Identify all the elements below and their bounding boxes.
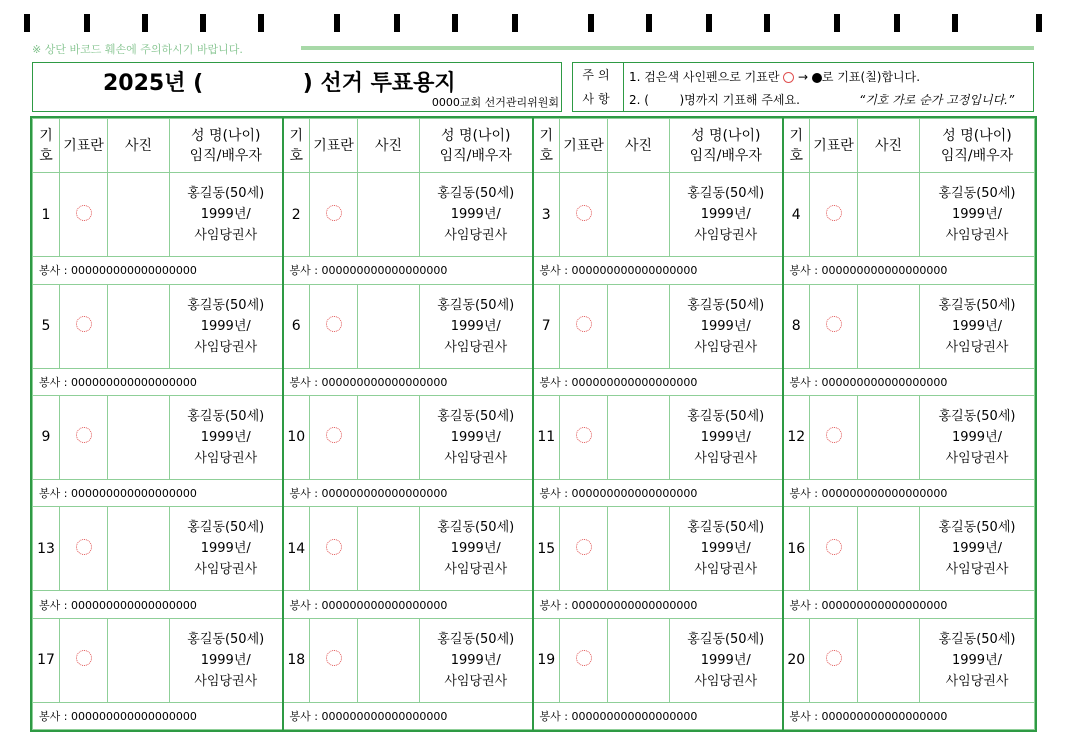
candidate-year: 1999년/	[951, 207, 1003, 223]
vote-mark-cell[interactable]	[60, 395, 108, 479]
candidate-name: 홍길동(50세)	[437, 186, 515, 202]
candidate-info	[920, 284, 1035, 368]
vote-circle-icon[interactable]	[76, 316, 92, 332]
vote-mark-cell[interactable]	[810, 618, 858, 702]
candidate-photo	[608, 507, 670, 591]
candidate-number: 19	[533, 618, 560, 702]
vote-mark-cell[interactable]	[560, 618, 608, 702]
candidate-photo	[858, 173, 920, 257]
candidate-name: 홍길동(50세)	[938, 408, 1016, 424]
candidate-info	[170, 284, 283, 368]
candidate-number: 6	[283, 284, 310, 368]
candidate-photo	[108, 173, 170, 257]
candidate-photo	[358, 395, 420, 479]
candidate-info	[670, 507, 783, 591]
header-mark: 기표란	[60, 119, 108, 173]
candidate-photo	[608, 618, 670, 702]
notice-line-3: “기호 가로 순가 고정입니다.”	[859, 93, 1015, 107]
vote-mark-cell[interactable]	[60, 618, 108, 702]
vote-circle-icon[interactable]	[826, 650, 842, 666]
service-row	[33, 702, 1035, 729]
service-row	[33, 480, 1035, 507]
empty-circle-icon	[783, 72, 794, 83]
header-number	[283, 119, 310, 173]
candidate-row	[33, 395, 1035, 479]
header-mark: 기표란	[310, 119, 358, 173]
header-number	[783, 119, 810, 173]
candidate-name: 홍길동(50세)	[187, 631, 265, 647]
candidate-service: 봉사 : 000000000000000000	[533, 702, 783, 729]
header-photo: 사진	[108, 119, 170, 173]
candidate-photo	[858, 507, 920, 591]
candidate-role: 사임당권사	[194, 673, 258, 689]
header-name-line1: 성 명(나이)	[191, 127, 261, 144]
vote-circle-icon[interactable]	[576, 539, 592, 555]
candidate-name: 홍길동(50세)	[938, 186, 1016, 202]
vote-circle-icon[interactable]	[576, 316, 592, 332]
candidate-photo	[608, 284, 670, 368]
vote-mark-cell[interactable]	[810, 395, 858, 479]
header-name-line1: 성 명(나이)	[691, 127, 761, 144]
candidate-number: 20	[783, 618, 810, 702]
vote-mark-cell[interactable]	[560, 507, 608, 591]
candidate-photo	[858, 395, 920, 479]
candidate-year: 1999년/	[951, 541, 1003, 557]
header-name	[670, 119, 783, 173]
candidate-role: 사임당권사	[945, 562, 1009, 578]
vote-circle-icon[interactable]	[826, 427, 842, 443]
vote-circle-icon[interactable]	[326, 316, 342, 332]
header-number	[33, 119, 60, 173]
header-name-line2: 임직/배우자	[439, 147, 512, 164]
candidate-role: 사임당권사	[194, 450, 258, 466]
header-name	[170, 119, 283, 173]
candidate-name: 홍길동(50세)	[437, 408, 515, 424]
candidate-service: 봉사 : 000000000000000000	[33, 702, 283, 729]
vote-circle-icon[interactable]	[76, 650, 92, 666]
candidate-name: 홍길동(50세)	[938, 297, 1016, 313]
vote-circle-icon[interactable]	[326, 650, 342, 666]
candidate-role: 사임당권사	[694, 339, 758, 355]
candidate-service: 봉사 : 000000000000000000	[283, 591, 533, 618]
candidate-service: 봉사 : 000000000000000000	[533, 368, 783, 395]
candidate-info	[170, 618, 283, 702]
candidate-info	[170, 395, 283, 479]
candidate-role: 사임당권사	[945, 228, 1009, 244]
candidate-role: 사임당권사	[194, 562, 258, 578]
vote-mark-cell[interactable]	[60, 173, 108, 257]
candidate-row	[33, 618, 1035, 702]
candidate-number: 4	[783, 173, 810, 257]
candidate-service: 봉사 : 000000000000000000	[283, 702, 533, 729]
notice-line-2: 2. ( )명까지 기표해 주세요.	[629, 93, 800, 107]
candidate-name: 홍길동(50세)	[187, 520, 265, 536]
candidate-photo	[108, 284, 170, 368]
candidate-photo	[358, 284, 420, 368]
candidate-service: 봉사 : 000000000000000000	[783, 257, 1035, 284]
ballot-table	[32, 118, 1035, 730]
candidate-name: 홍길동(50세)	[437, 520, 515, 536]
vote-mark-cell[interactable]	[310, 395, 358, 479]
vote-circle-icon[interactable]	[76, 427, 92, 443]
candidate-number: 7	[533, 284, 560, 368]
vote-mark-cell[interactable]	[810, 507, 858, 591]
organizer-name: 0000교회 선거관리위원회	[431, 96, 559, 109]
candidate-name: 홍길동(50세)	[687, 186, 765, 202]
candidate-number: 14	[283, 507, 310, 591]
header-number-text: 기호	[289, 127, 304, 164]
candidate-year: 1999년/	[450, 652, 501, 668]
candidate-info	[920, 173, 1035, 257]
candidate-name: 홍길동(50세)	[938, 631, 1016, 647]
header-name-line2: 임직/배우자	[189, 147, 262, 164]
header-row	[33, 119, 1035, 173]
candidate-role: 사임당권사	[694, 562, 758, 578]
candidate-year: 1999년/	[700, 207, 751, 223]
candidate-number: 8	[783, 284, 810, 368]
candidate-year: 1999년/	[700, 318, 751, 334]
header-mark: 기표란	[560, 119, 608, 173]
candidate-name: 홍길동(50세)	[187, 297, 265, 313]
notice-label-1: 주의	[582, 68, 614, 82]
vote-mark-cell[interactable]	[310, 618, 358, 702]
header-name-line1: 성 명(나이)	[942, 127, 1012, 144]
candidate-info	[920, 395, 1035, 479]
candidate-service: 봉사 : 000000000000000000	[33, 480, 283, 507]
vote-circle-icon[interactable]	[326, 205, 342, 221]
candidate-service: 봉사 : 000000000000000000	[783, 480, 1035, 507]
ballot-title: 2025년 ( ) 선거 투표용지	[103, 71, 456, 96]
candidate-number: 9	[33, 395, 60, 479]
vote-mark-cell[interactable]	[60, 507, 108, 591]
candidate-info	[420, 618, 533, 702]
vote-circle-icon[interactable]	[76, 539, 92, 555]
candidate-role: 사임당권사	[194, 339, 258, 355]
candidate-year: 1999년/	[450, 429, 501, 445]
candidate-name: 홍길동(50세)	[437, 631, 515, 647]
candidate-year: 1999년/	[951, 429, 1003, 445]
candidate-service: 봉사 : 000000000000000000	[533, 591, 783, 618]
header-number-text: 기호	[789, 127, 804, 164]
header-photo: 사진	[858, 119, 920, 173]
candidate-year: 1999년/	[700, 541, 751, 557]
candidate-info	[920, 507, 1035, 591]
vote-circle-icon[interactable]	[576, 205, 592, 221]
candidate-year: 1999년/	[700, 652, 751, 668]
candidate-role: 사임당권사	[444, 450, 508, 466]
candidate-service: 봉사 : 000000000000000000	[283, 480, 533, 507]
header-number	[533, 119, 560, 173]
candidate-name: 홍길동(50세)	[187, 186, 265, 202]
candidate-info	[420, 173, 533, 257]
candidate-photo	[608, 395, 670, 479]
notice-box	[572, 62, 1034, 112]
candidate-role: 사임당권사	[444, 562, 508, 578]
candidate-info	[920, 618, 1035, 702]
candidate-service: 봉사 : 000000000000000000	[33, 368, 283, 395]
header-name-line2: 임직/배우자	[689, 147, 762, 164]
candidate-year: 1999년/	[700, 429, 751, 445]
candidate-number: 15	[533, 507, 560, 591]
vote-mark-cell[interactable]	[560, 173, 608, 257]
candidate-name: 홍길동(50세)	[687, 631, 765, 647]
notice-line-1	[629, 68, 920, 85]
candidate-photo	[358, 618, 420, 702]
notice-line-1-start: 1. 검은색 사인펜으로 기표란	[629, 70, 784, 84]
vote-mark-cell[interactable]	[310, 173, 358, 257]
candidate-info	[670, 284, 783, 368]
header-name	[920, 119, 1035, 173]
notice-line-1-end: 로 기표(칠)합니다.	[821, 70, 921, 84]
barcode-marks	[24, 14, 1044, 34]
notice-heading	[573, 63, 624, 111]
header-number-text: 기호	[539, 127, 554, 164]
candidate-info	[170, 173, 283, 257]
vote-mark-cell[interactable]	[810, 284, 858, 368]
vote-mark-cell[interactable]	[560, 395, 608, 479]
candidate-service: 봉사 : 000000000000000000	[783, 368, 1035, 395]
candidate-info	[420, 395, 533, 479]
vote-mark-cell[interactable]	[310, 507, 358, 591]
vote-mark-cell[interactable]	[60, 284, 108, 368]
candidate-service: 봉사 : 000000000000000000	[283, 368, 533, 395]
candidate-service: 봉사 : 000000000000000000	[283, 257, 533, 284]
vote-circle-icon[interactable]	[576, 427, 592, 443]
candidate-role: 사임당권사	[945, 450, 1009, 466]
candidate-photo	[858, 284, 920, 368]
candidate-photo	[108, 395, 170, 479]
candidate-name: 홍길동(50세)	[187, 408, 265, 424]
candidate-photo	[108, 618, 170, 702]
candidate-year: 1999년/	[200, 429, 251, 445]
candidate-year: 1999년/	[951, 652, 1003, 668]
service-row	[33, 368, 1035, 395]
header-name-line1: 성 명(나이)	[441, 127, 511, 144]
candidate-year: 1999년/	[450, 541, 501, 557]
header-number-text: 기호	[39, 127, 53, 164]
candidate-photo	[858, 618, 920, 702]
vote-circle-icon[interactable]	[326, 427, 342, 443]
service-row	[33, 257, 1035, 284]
candidate-year: 1999년/	[200, 318, 251, 334]
candidate-number: 17	[33, 618, 60, 702]
header-photo: 사진	[608, 119, 670, 173]
divider	[301, 46, 1034, 50]
vote-circle-icon[interactable]	[826, 316, 842, 332]
header-photo: 사진	[358, 119, 420, 173]
candidate-name: 홍길동(50세)	[437, 297, 515, 313]
candidate-row	[33, 507, 1035, 591]
filled-circle-icon	[812, 73, 822, 83]
notice-label-2: 사항	[582, 92, 614, 106]
candidate-number: 1	[33, 173, 60, 257]
vote-circle-icon[interactable]	[826, 539, 842, 555]
header-name-line2: 임직/배우자	[940, 147, 1014, 164]
candidate-name: 홍길동(50세)	[687, 297, 765, 313]
candidate-year: 1999년/	[200, 541, 251, 557]
candidate-role: 사임당권사	[694, 673, 758, 689]
candidate-photo	[358, 507, 420, 591]
candidate-name: 홍길동(50세)	[938, 520, 1016, 536]
candidate-info	[670, 173, 783, 257]
candidate-number: 16	[783, 507, 810, 591]
candidate-number: 3	[533, 173, 560, 257]
arrow-text: →	[794, 70, 812, 84]
vote-mark-cell[interactable]	[310, 284, 358, 368]
candidate-service: 봉사 : 000000000000000000	[33, 591, 283, 618]
candidate-info	[670, 395, 783, 479]
candidate-role: 사임당권사	[444, 673, 508, 689]
vote-mark-cell[interactable]	[560, 284, 608, 368]
candidate-name: 홍길동(50세)	[687, 520, 765, 536]
candidate-service: 봉사 : 000000000000000000	[533, 257, 783, 284]
candidate-info	[670, 618, 783, 702]
candidate-year: 1999년/	[450, 318, 501, 334]
vote-mark-cell[interactable]	[810, 173, 858, 257]
candidate-year: 1999년/	[200, 207, 251, 223]
vote-circle-icon[interactable]	[76, 205, 92, 221]
candidate-number: 13	[33, 507, 60, 591]
candidate-service: 봉사 : 000000000000000000	[533, 480, 783, 507]
header-mark: 기표란	[810, 119, 858, 173]
candidate-service: 봉사 : 000000000000000000	[783, 702, 1035, 729]
candidate-number: 2	[283, 173, 310, 257]
candidate-role: 사임당권사	[444, 339, 508, 355]
candidate-role: 사임당권사	[694, 450, 758, 466]
barcode-warning: ※ 상단 바코드 훼손에 주의하시기 바랍니다.	[32, 43, 243, 56]
candidate-role: 사임당권사	[945, 673, 1009, 689]
candidate-year: 1999년/	[450, 207, 501, 223]
candidate-name: 홍길동(50세)	[687, 408, 765, 424]
candidate-number: 5	[33, 284, 60, 368]
candidate-number: 10	[283, 395, 310, 479]
candidate-info	[420, 284, 533, 368]
candidate-info	[170, 507, 283, 591]
candidate-number: 12	[783, 395, 810, 479]
candidate-row	[33, 284, 1035, 368]
candidate-info	[420, 507, 533, 591]
title-box	[32, 62, 562, 112]
candidate-service: 봉사 : 000000000000000000	[783, 591, 1035, 618]
header-name	[420, 119, 533, 173]
candidate-photo	[358, 173, 420, 257]
service-row	[33, 591, 1035, 618]
candidate-row	[33, 173, 1035, 257]
vote-circle-icon[interactable]	[826, 205, 842, 221]
candidate-number: 11	[533, 395, 560, 479]
candidate-photo	[108, 507, 170, 591]
candidate-role: 사임당권사	[194, 228, 258, 244]
candidate-year: 1999년/	[200, 652, 251, 668]
vote-circle-icon[interactable]	[576, 650, 592, 666]
candidate-role: 사임당권사	[444, 228, 508, 244]
candidate-year: 1999년/	[951, 318, 1003, 334]
candidate-number: 18	[283, 618, 310, 702]
candidate-photo	[608, 173, 670, 257]
candidate-service: 봉사 : 000000000000000000	[33, 257, 283, 284]
vote-circle-icon[interactable]	[326, 539, 342, 555]
candidate-role: 사임당권사	[945, 339, 1009, 355]
candidate-role: 사임당권사	[694, 228, 758, 244]
